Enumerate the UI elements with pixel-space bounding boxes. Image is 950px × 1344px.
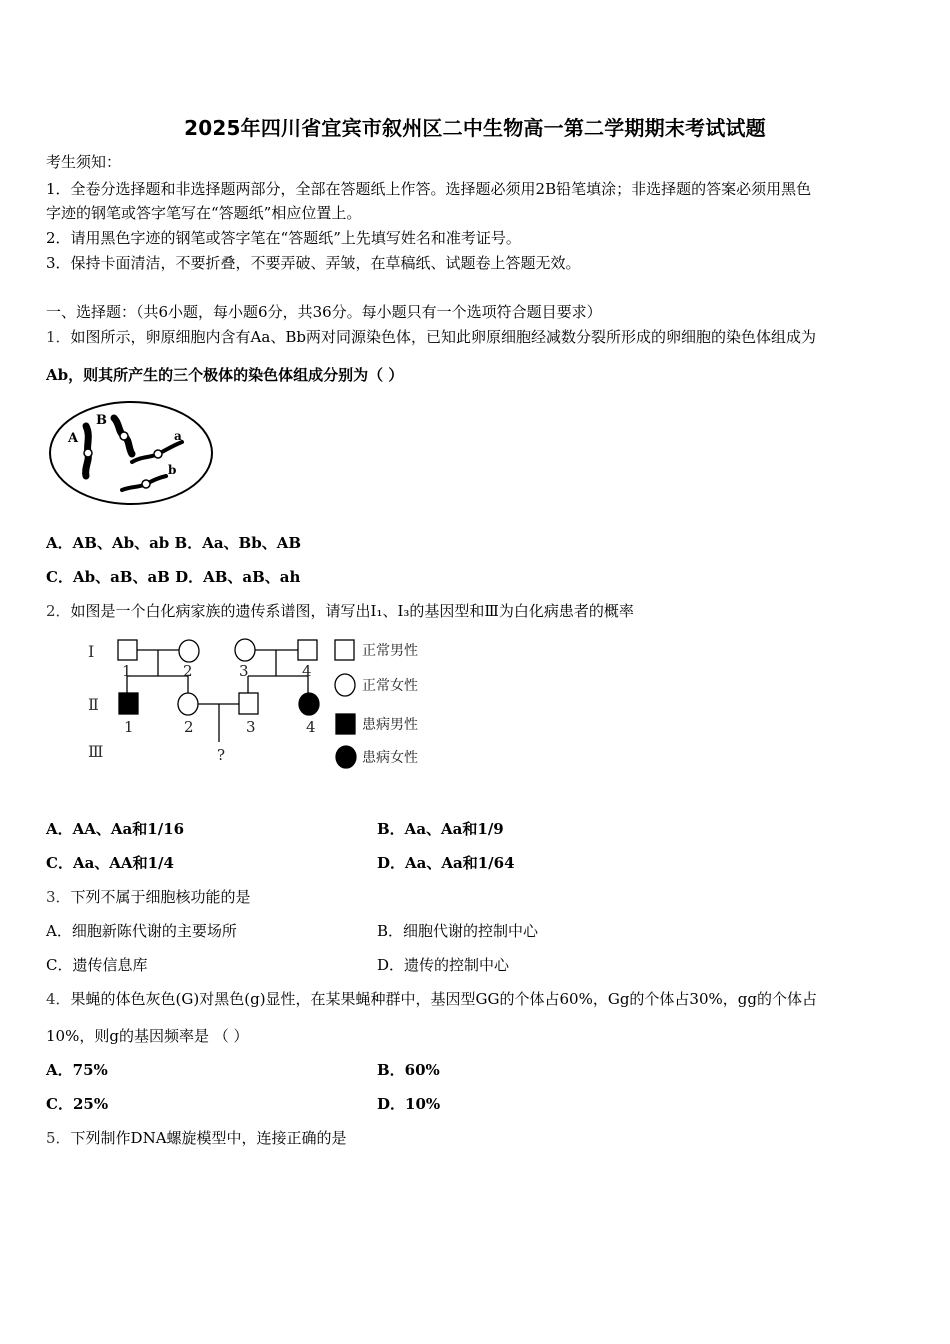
question-text: 如图所示，卵原细胞内含有Aa、Bb两对同源染色体，已知此卵原细胞经减数分裂所形成的卵细胞的染色体组成为 [70,328,816,346]
option: B．60% [377,1061,440,1079]
question-number: 3． [46,888,71,906]
option-row: C．Ab、aB、aB D．AB、aB、ah [46,568,301,586]
legend-affected-male [336,714,355,734]
legend-label: 患病男性 [362,717,418,733]
question-text: 如图是一个白化病家族的遗传系谱图，请写出Ⅰ₁、Ⅰ₃的基因型和Ⅲ为白化病患者的概率 [70,602,634,620]
label-A: A [68,431,79,446]
option: C．Aa、AA和1/4 [46,854,174,872]
chromosome-figure [46,398,218,508]
page-title: 2025年四川省宜宾市叙州区二中生物高一第二学期期末考试试题 [184,116,766,140]
question-number: 1． [46,328,71,346]
generation-label: Ⅲ [88,742,104,761]
normal-male [118,640,137,660]
option: A．75% [46,1061,108,1079]
legend-normal-female [335,674,355,696]
option: D．10% [377,1095,441,1113]
question-1 [46,327,816,347]
option-row: A．AB、Ab、ab B．Aa、Bb、AB [46,534,302,552]
label-B: B [96,413,107,428]
individual-number: 3 [246,718,256,736]
option: A．AA、Aa和1/16 [46,820,185,838]
question-text: 下列不属于细胞核功能的是 [70,888,251,906]
notice-heading: 考生须知： [46,153,122,171]
question-number: 5． [46,1129,71,1147]
affected-female [299,693,319,715]
label-b: b [168,463,177,477]
normal-female [235,639,255,661]
section-heading: 一、选择题：（共6小题，每小题6分，共36分。每小题只有一个选项符合题目要求） [46,303,602,321]
notice-item: 字迹的钢笔或答字笔写在“答题纸”相应位置上。 [46,204,362,222]
question-5 [46,1128,347,1148]
centromere [84,449,92,457]
option: A．细胞新陈代谢的主要场所 [46,922,237,940]
generation-label: Ⅱ [88,695,99,714]
question-4 [46,989,817,1009]
question-text: 果蝇的体色灰色(G)对黑色(g)显性，在某果蝇种群中，基因型GG的个体占60%，Gg的个体占30%，gg的个体占 [70,990,817,1008]
affected-male [119,693,138,714]
question-4-line2: 10%，则g的基因频率是 （ ） [46,1027,249,1045]
question-number: 4． [46,990,71,1008]
unknown-offspring: ? [217,746,226,764]
legend-label: 患病女性 [362,750,418,766]
normal-male [239,693,258,714]
notice-item: 1．全卷分选择题和非选择题两部分，全部在答题纸上作答。选择题必须用2B铅笔填涂；非选择题的答案必须用黑色 [46,180,812,198]
legend-label: 正常男性 [362,643,418,659]
individual-number: 2 [183,662,193,680]
normal-female [179,640,199,662]
notice-item: 3．保持卡面清洁，不要折叠，不要弄破、弄皱，在草稿纸、试题卷上答题无效。 [46,254,581,272]
pedigree-chart [80,630,440,780]
individual-number: 4 [302,662,312,680]
individual-number: 4 [306,718,316,736]
question-number: 2． [46,602,71,620]
option: D．Aa、Aa和1/64 [377,854,515,872]
individual-number: 1 [124,718,134,736]
centromere [154,450,162,458]
option: C．25% [46,1095,109,1113]
option: D．遗传的控制中心 [377,956,510,974]
normal-female [178,693,198,715]
question-3 [46,887,251,907]
option: B．Aa、Aa和1/9 [377,820,504,838]
legend-affected-female [336,746,356,768]
individual-number: 2 [184,718,194,736]
question-1-line2: Ab，则其所产生的三个极体的染色体组成分别为（ ） [46,366,404,384]
normal-male [298,640,317,660]
generation-label: Ⅰ [88,642,95,661]
centromere [120,432,128,440]
centromere [142,480,150,488]
individual-number: 1 [122,662,132,680]
individual-number: 3 [239,662,249,680]
question-text: 下列制作DNA螺旋模型中，连接正确的是 [70,1129,347,1147]
notice-item: 2．请用黑色字迹的钢笔或答字笔在“答题纸”上先填写姓名和准考证号。 [46,229,521,247]
legend-normal-male [335,640,354,660]
question-2 [46,601,634,621]
legend-label: 正常女性 [362,678,418,694]
option: B．细胞代谢的控制中心 [377,922,539,940]
option: C．遗传信息库 [46,956,148,974]
label-a: a [174,429,182,443]
